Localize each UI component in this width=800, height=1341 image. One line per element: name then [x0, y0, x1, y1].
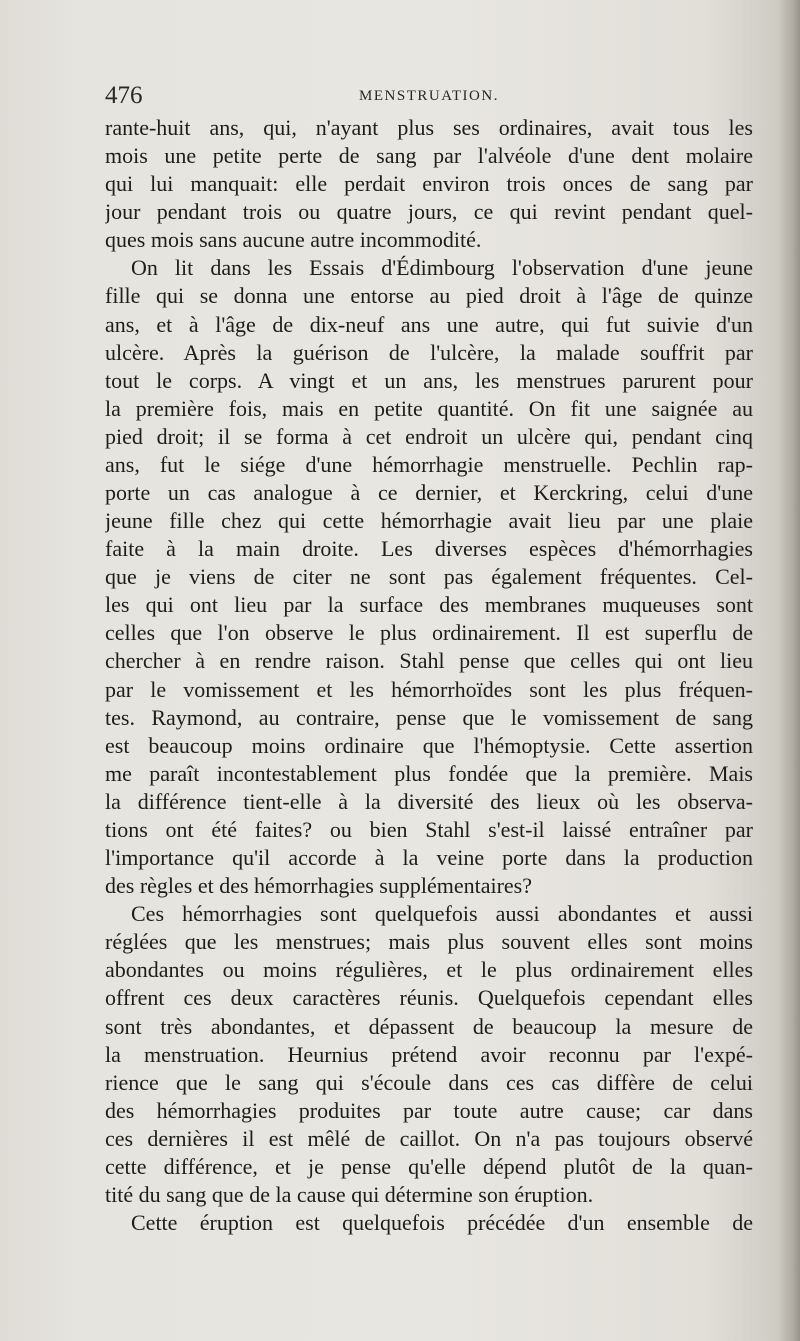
text-line: faite à la main droite. Les diverses espèces d'hémorrhagies	[105, 536, 753, 562]
text-line: celles que l'on observe le plus ordinairement. Il est superflu de	[105, 620, 753, 646]
text-line: tes. Raymond, au contraire, pense que le vomissement de sang	[105, 704, 753, 730]
text-line: chercher à en rendre raison. Stahl pense que celles qui ont lieu	[105, 648, 753, 674]
text-line: rience que le sang qui s'écoule dans ces cas diffère de celui	[105, 1069, 753, 1095]
text-line: ans, et à l'âge de dix-neuf ans une autre, qui fut suivie d'un	[105, 311, 753, 337]
page-header	[105, 82, 753, 112]
text-line: qui lui manquait: elle perdait environ trois onces de sang par	[105, 171, 753, 197]
text-line: mois une petite perte de sang par l'alvéole d'une dent molaire	[105, 143, 753, 169]
page-edge-shadow	[778, 0, 800, 1341]
text-line: jour pendant trois ou quatre jours, ce qui revint pendant quel-	[105, 199, 753, 225]
paragraph-first-line: Cette éruption est quelquefois précédée d'un ensemble de	[131, 1210, 753, 1236]
paragraph-first-line: Ces hémorrhagies sont quelquefois aussi abondantes et aussi	[131, 901, 753, 927]
page-number: 476	[105, 82, 143, 109]
text-line: ques mois sans aucune autre incommodité.	[105, 227, 482, 253]
text-line: me paraît incontestablement plus fondée que la première. Mais	[105, 760, 753, 786]
text-line: des hémorrhagies produites par toute autre cause; car dans	[105, 1097, 753, 1123]
text-line: porte un cas analogue à ce dernier, et Kerckring, celui d'une	[105, 480, 753, 506]
text-line: tité du sang que de la cause qui détermine son éruption.	[105, 1181, 594, 1207]
text-line: les qui ont lieu par la surface des membranes muqueuses sont	[105, 592, 753, 618]
text-line: abondantes ou moins régulières, et le plus ordinairement elles	[105, 957, 753, 983]
text-line: tions ont été faites? ou bien Stahl s'est-il laissé entraîner par	[105, 816, 753, 842]
text-line: offrent ces deux caractères réunis. Quelquefois cependant elles	[105, 985, 753, 1011]
running-title: MENSTRUATION.	[359, 88, 499, 104]
text-line: l'importance qu'il accorde à la veine porte dans la production	[105, 845, 753, 871]
text-line: jeune fille chez qui cette hémorrhagie avait lieu par une plaie	[105, 508, 753, 534]
text-line: des règles et des hémorrhagies supplémentaires?	[105, 873, 533, 899]
text-line: la différence tient-elle à la diversité des lieux où les observa-	[105, 788, 753, 814]
text-line: par le vomissement et les hémorrhoïdes sont les plus fréquen-	[105, 676, 753, 702]
text-line: ces dernières il est mêlé de caillot. On n'a pas toujours observé	[105, 1125, 753, 1151]
text-line: la menstruation. Heurnius prétend avoir reconnu par l'expé-	[105, 1041, 753, 1067]
text-line: pied droit; il se forma à cet endroit un ulcère qui, pendant cinq	[105, 423, 753, 449]
text-line: fille qui se donna une entorse au pied droit à l'âge de quinze	[105, 283, 753, 309]
text-line: la première fois, mais en petite quantité. On fit une saignée au	[105, 395, 753, 421]
text-line: rante-huit ans, qui, n'ayant plus ses ordinaires, avait tous les	[105, 115, 753, 140]
text-line: cette différence, et je pense qu'elle dépend plutôt de la quan-	[105, 1153, 753, 1179]
text-line: réglées que les menstrues; mais plus souvent elles sont moins	[105, 929, 753, 955]
paragraph-first-line: On lit dans les Essais d'Édimbourg l'observation d'une jeune	[131, 255, 753, 281]
text-line: tout le corps. A vingt et un ans, les menstrues parurent pour	[105, 367, 753, 393]
text-line: ans, fut le siége d'une hémorrhagie menstruelle. Pechlin rap-	[105, 451, 753, 477]
text-line: est beaucoup moins ordinaire que l'hémoptysie. Cette assertion	[105, 732, 753, 758]
body-text	[105, 114, 753, 1237]
text-line: que je viens de citer ne sont pas également fréquentes. Cel-	[105, 564, 753, 590]
text-line: sont très abondantes, et dépassent de beaucoup la mesure de	[105, 1013, 753, 1039]
text-line: ulcère. Après la guérison de l'ulcère, la malade souffrit par	[105, 339, 753, 365]
